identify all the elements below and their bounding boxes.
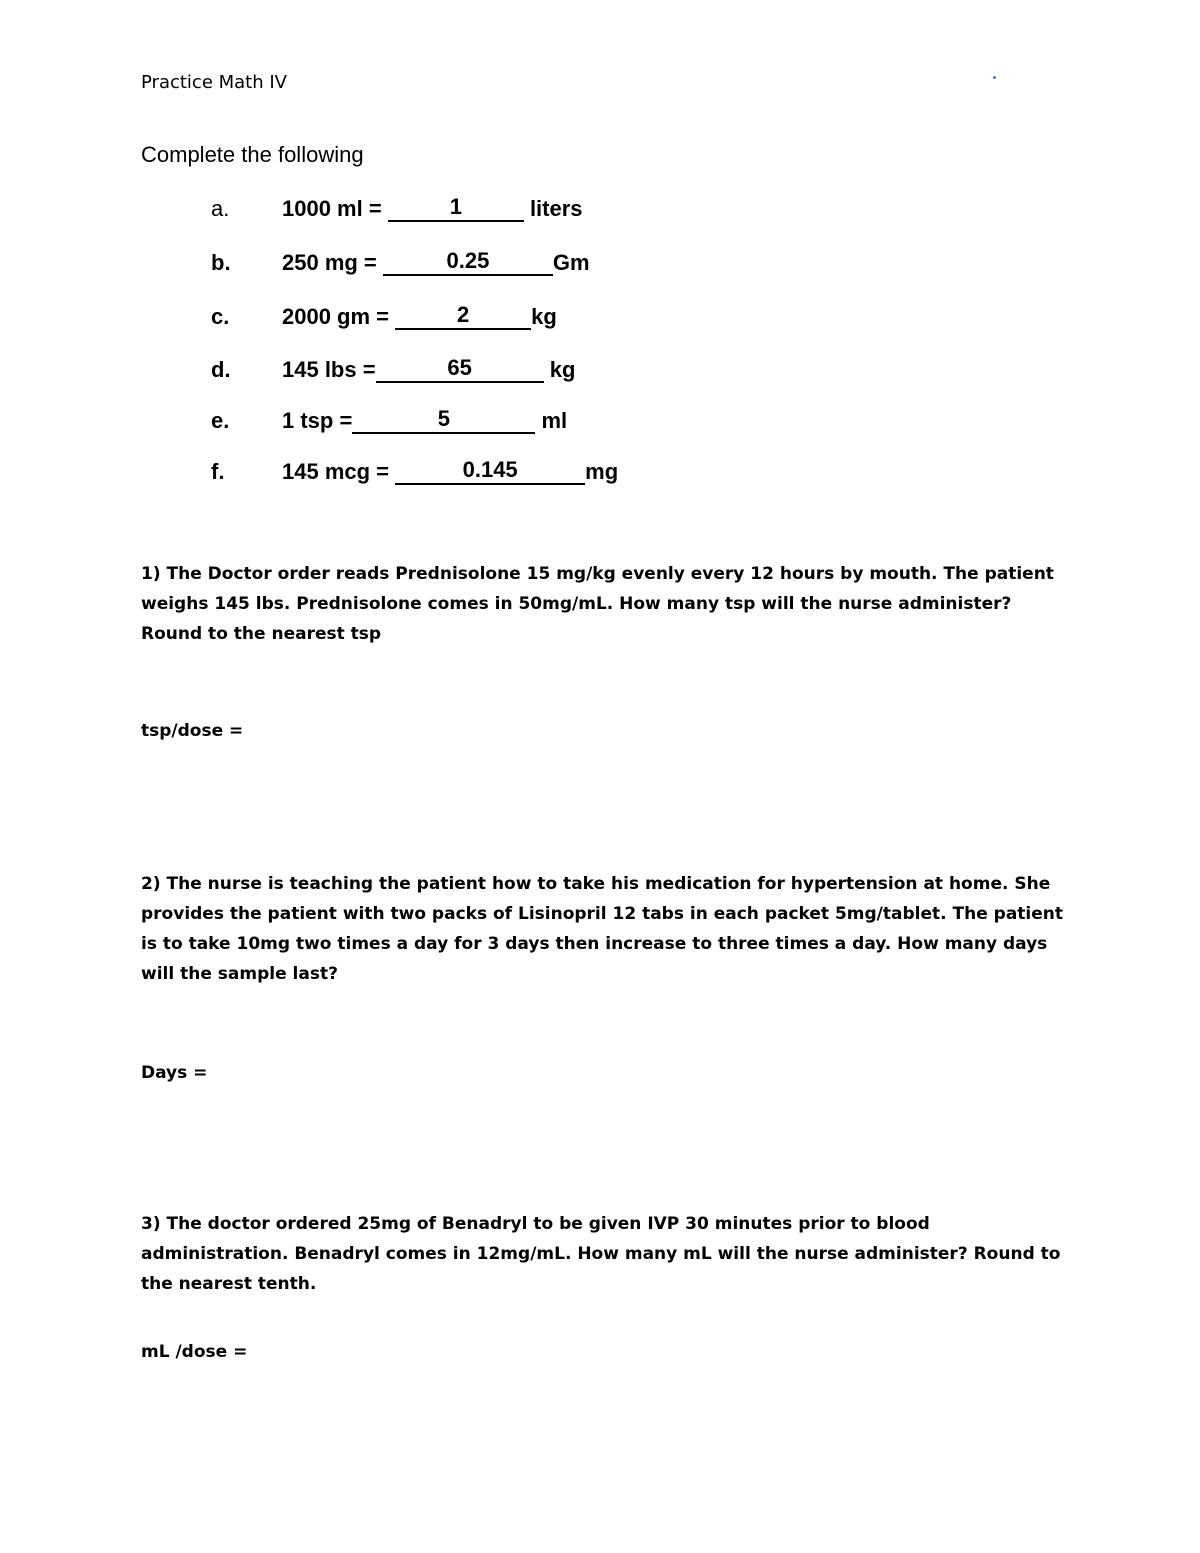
conversion-row-d — [0, 357, 1200, 387]
conversion-answer-blank: 5 — [352, 408, 535, 434]
conversion-expression — [282, 357, 575, 383]
conversion-lhs: 2000 gm = — [282, 304, 390, 329]
conversion-lhs: 1000 ml = — [282, 196, 382, 221]
conversion-unit: Gm — [552, 250, 590, 275]
conversion-letter: c. — [211, 304, 230, 329]
conversion-unit: liters — [529, 196, 583, 221]
conversion-lhs: 145 lbs = — [282, 357, 376, 382]
question-3-text: 3) The doctor ordered 25mg of Benadryl to be given IVP 30 minutes prior to blood administration. Benadryl comes in 12mg/mL. How many mL will the nurse administer? Round to the nearest tenth. — [141, 1214, 1061, 1294]
conversion-letter: a. — [211, 196, 230, 221]
conversion-lhs: 145 mcg = — [282, 459, 390, 484]
conversion-row-c — [0, 304, 1200, 334]
conversion-expression — [282, 304, 557, 330]
conversion-expression — [282, 196, 583, 222]
instruction-text: Complete the following — [141, 142, 364, 167]
question-3-answer-label: mL /dose = — [141, 1342, 248, 1362]
conversion-letter: f. — [211, 459, 225, 484]
conversion-unit: ml — [541, 408, 568, 433]
conversion-answer-blank: 65 — [376, 357, 544, 383]
conversion-lhs: 1 tsp = — [282, 408, 353, 433]
page-header-title: Practice Math IV — [141, 72, 287, 93]
question-2-text: 2) The nurse is teaching the patient how to take his medication for hypertension at home. She provides the patient with two packs of Lisinopril 12 tabs in each packet 5mg/tablet. The patient is to take 10mg two times a day for 3 days then increase to three times a day. How many days will the sample last? — [141, 874, 1064, 984]
conversion-row-b — [0, 250, 1200, 280]
conversion-expression — [282, 408, 567, 434]
conversion-answer-blank: 1 — [388, 196, 524, 222]
question-1-answer-label: tsp/dose = — [141, 721, 244, 741]
conversion-letter: e. — [211, 408, 230, 433]
conversion-expression — [282, 250, 590, 276]
conversion-letter: b. — [211, 250, 231, 275]
conversion-answer-blank: 2 — [395, 304, 531, 330]
conversion-row-a — [0, 196, 1200, 226]
conversion-expression — [282, 459, 618, 485]
conversion-lhs: 250 mg = — [282, 250, 377, 275]
conversion-letter: d. — [211, 357, 231, 382]
conversion-unit: mg — [585, 459, 619, 484]
conversion-answer-blank: 0.145 — [395, 459, 585, 485]
question-1-text: 1) The Doctor order reads Prednisolone 15 mg/kg evenly every 12 hours by mouth. The patient weighs 145 lbs. Prednisolone comes in 50mg/mL. How many tsp will the nurse administer? Round to the nearest tsp — [141, 564, 1054, 644]
conversion-unit: kg — [531, 304, 557, 329]
decorative-dot — [993, 76, 996, 79]
question-2-answer-label: Days = — [141, 1063, 208, 1083]
conversion-unit: kg — [549, 357, 576, 382]
conversion-answer-blank: 0.25 — [383, 250, 553, 276]
conversion-row-e — [0, 408, 1200, 438]
conversion-row-f — [0, 459, 1200, 489]
